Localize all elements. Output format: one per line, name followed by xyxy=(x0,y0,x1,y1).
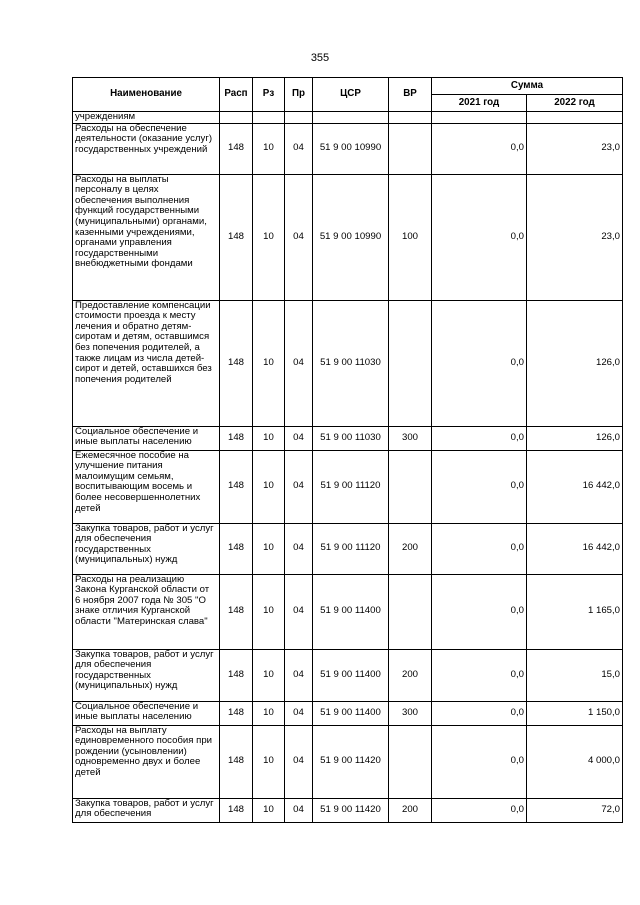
cell-2021: 0,0 xyxy=(432,174,527,300)
cell-vr xyxy=(389,123,432,174)
cell-csr: 51 9 00 10990 xyxy=(313,174,389,300)
cell-rz: 10 xyxy=(253,725,285,798)
cell-rz: 10 xyxy=(253,701,285,725)
table-row xyxy=(73,523,623,574)
cell-vr xyxy=(389,450,432,523)
cell-csr: 51 9 00 11030 xyxy=(313,426,389,450)
header-csr: ЦСР xyxy=(313,78,389,112)
cell-csr: 51 9 00 11400 xyxy=(313,701,389,725)
cell-csr: 51 9 00 11120 xyxy=(313,450,389,523)
cell-rasp: 148 xyxy=(220,174,253,300)
cell-2022: 1 165,0 xyxy=(527,574,623,649)
cell-vr: 200 xyxy=(389,649,432,701)
cell-rasp: 148 xyxy=(220,725,253,798)
header-rasp: Расп xyxy=(220,78,253,112)
header-vr: ВР xyxy=(389,78,432,112)
cell-rasp: 148 xyxy=(220,123,253,174)
header-2022: 2022 год xyxy=(527,95,623,112)
cell-name: Социальное обеспечение и иные выплаты населению xyxy=(73,701,220,725)
cell-2021: 0,0 xyxy=(432,649,527,701)
cell-rasp: 148 xyxy=(220,523,253,574)
cell-csr: 51 9 00 11400 xyxy=(313,649,389,701)
cell-vr xyxy=(389,300,432,426)
cell-2022: 16 442,0 xyxy=(527,523,623,574)
cell-rasp: 148 xyxy=(220,574,253,649)
cell-rasp xyxy=(220,112,253,124)
cell-2021 xyxy=(432,112,527,124)
cell-name: Расходы на обеспечение деятельности (оказание услуг) государственных учреждений xyxy=(73,123,220,174)
cell-rz: 10 xyxy=(253,426,285,450)
cell-pr: 04 xyxy=(285,725,313,798)
cell-csr: 51 9 00 11420 xyxy=(313,798,389,822)
header-row xyxy=(73,78,623,95)
cell-pr: 04 xyxy=(285,649,313,701)
cell-name: Закупка товаров, работ и услуг для обеспечения государственных (муниципальных) нужд xyxy=(73,649,220,701)
cell-csr: 51 9 00 11400 xyxy=(313,574,389,649)
cell-rz: 10 xyxy=(253,523,285,574)
table-row xyxy=(73,123,623,174)
table-row xyxy=(73,701,623,725)
cell-csr: 51 9 00 10990 xyxy=(313,123,389,174)
cell-name: Расходы на выплату единовременного пособия при рождении (усыновлении) одновременно двух и более детей xyxy=(73,725,220,798)
header-rz: Рз xyxy=(253,78,285,112)
table-row xyxy=(73,112,623,124)
cell-pr: 04 xyxy=(285,450,313,523)
table-row xyxy=(73,649,623,701)
cell-2022: 23,0 xyxy=(527,123,623,174)
cell-rasp: 148 xyxy=(220,426,253,450)
cell-2021: 0,0 xyxy=(432,523,527,574)
cell-rasp: 148 xyxy=(220,701,253,725)
cell-name: Закупка товаров, работ и услуг для обеспечения государственных (муниципальных) нужд xyxy=(73,523,220,574)
cell-2021: 0,0 xyxy=(432,574,527,649)
cell-2021: 0,0 xyxy=(432,426,527,450)
header-name: Наименование xyxy=(73,78,220,112)
header-pr: Пр xyxy=(285,78,313,112)
table-row xyxy=(73,574,623,649)
cell-2022: 126,0 xyxy=(527,300,623,426)
cell-2021: 0,0 xyxy=(432,798,527,822)
budget-table xyxy=(72,77,623,823)
cell-rz: 10 xyxy=(253,574,285,649)
cell-pr: 04 xyxy=(285,300,313,426)
table-row xyxy=(73,450,623,523)
table-row xyxy=(73,300,623,426)
cell-2022: 72,0 xyxy=(527,798,623,822)
table-row xyxy=(73,426,623,450)
cell-name: Ежемесячное пособие на улучшение питания малоимущим семьям, воспитывающим восемь и более несовершеннолетних детей xyxy=(73,450,220,523)
cell-pr: 04 xyxy=(285,123,313,174)
cell-vr: 200 xyxy=(389,523,432,574)
cell-name: учреждениям xyxy=(73,112,220,124)
cell-2021: 0,0 xyxy=(432,450,527,523)
cell-rz: 10 xyxy=(253,450,285,523)
cell-pr: 04 xyxy=(285,426,313,450)
cell-pr: 04 xyxy=(285,174,313,300)
cell-rz: 10 xyxy=(253,123,285,174)
page-number: 355 xyxy=(310,52,330,64)
cell-vr: 300 xyxy=(389,426,432,450)
cell-csr: 51 9 00 11120 xyxy=(313,523,389,574)
cell-rz: 10 xyxy=(253,174,285,300)
cell-2021: 0,0 xyxy=(432,300,527,426)
cell-rasp: 148 xyxy=(220,798,253,822)
cell-rasp: 148 xyxy=(220,649,253,701)
cell-rasp: 148 xyxy=(220,300,253,426)
cell-vr: 200 xyxy=(389,798,432,822)
header-2021: 2021 год xyxy=(432,95,527,112)
cell-pr: 04 xyxy=(285,523,313,574)
cell-pr: 04 xyxy=(285,701,313,725)
cell-pr xyxy=(285,112,313,124)
cell-2021: 0,0 xyxy=(432,123,527,174)
cell-vr: 100 xyxy=(389,174,432,300)
cell-2022: 4 000,0 xyxy=(527,725,623,798)
cell-vr xyxy=(389,574,432,649)
cell-pr: 04 xyxy=(285,574,313,649)
table-body xyxy=(73,112,623,823)
cell-rz: 10 xyxy=(253,300,285,426)
cell-vr xyxy=(389,725,432,798)
cell-2021: 0,0 xyxy=(432,701,527,725)
cell-name: Предоставление компенсации стоимости проезда к месту лечения и обратно детям-сиротам и детям, оставшимся без попечения родителей, а также лицам из числа детей-сирот и детей, оставшихся без попечения родителей xyxy=(73,300,220,426)
cell-rz: 10 xyxy=(253,798,285,822)
cell-rasp: 148 xyxy=(220,450,253,523)
cell-name: Расходы на реализацию Закона Курганской области от 6 ноября 2007 года № 305 "О знаке отличия Курганской области "Материнская слава" xyxy=(73,574,220,649)
table-row xyxy=(73,174,623,300)
cell-2022: 15,0 xyxy=(527,649,623,701)
cell-2022: 23,0 xyxy=(527,174,623,300)
header-sum: Сумма xyxy=(432,78,623,95)
cell-name: Расходы на выплаты персоналу в целях обеспечения выполнения функций государственными (муниципальными) органами, казенными учреждениями, органами управления государственными внебюджетными фондами xyxy=(73,174,220,300)
cell-name: Социальное обеспечение и иные выплаты населению xyxy=(73,426,220,450)
cell-csr xyxy=(313,112,389,124)
cell-2022: 1 150,0 xyxy=(527,701,623,725)
table-row xyxy=(73,798,623,822)
cell-vr: 300 xyxy=(389,701,432,725)
cell-2022 xyxy=(527,112,623,124)
cell-rz: 10 xyxy=(253,649,285,701)
cell-2022: 16 442,0 xyxy=(527,450,623,523)
cell-2021: 0,0 xyxy=(432,725,527,798)
table-row xyxy=(73,725,623,798)
cell-vr xyxy=(389,112,432,124)
cell-name: Закупка товаров, работ и услуг для обеспечения xyxy=(73,798,220,822)
cell-2022: 126,0 xyxy=(527,426,623,450)
cell-csr: 51 9 00 11420 xyxy=(313,725,389,798)
cell-pr: 04 xyxy=(285,798,313,822)
cell-csr: 51 9 00 11030 xyxy=(313,300,389,426)
cell-rz xyxy=(253,112,285,124)
